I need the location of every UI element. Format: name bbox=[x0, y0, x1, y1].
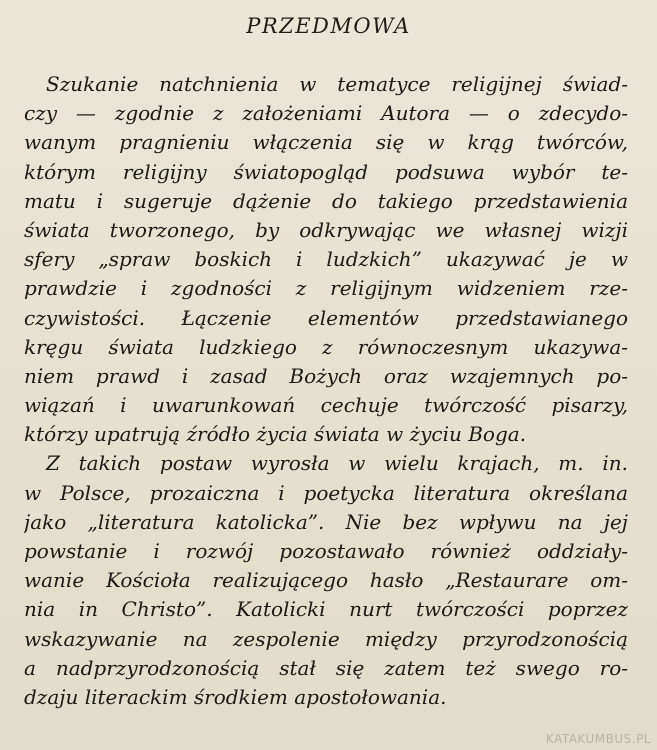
paragraph-2 bbox=[24, 449, 628, 712]
text-line: którzy upatrują źródło życia świata w życiu Boga. bbox=[24, 422, 527, 447]
text-line: sfery „spraw boskich i ludzkich” ukazywać je w bbox=[24, 247, 628, 272]
watermark: KATAKUMBUS.PL bbox=[545, 732, 651, 746]
text-line: wanym pragnieniu włączenia się w krąg twórców, bbox=[24, 130, 628, 155]
body-text bbox=[24, 70, 628, 712]
paragraph-1 bbox=[24, 70, 628, 449]
text-line: wanie Kościoła realizującego hasło „Restaurare om- bbox=[24, 568, 628, 593]
text-line: jako „literatura katolicka”. Nie bez wpływu na jej bbox=[24, 509, 628, 534]
text-line: czy — zgodnie z założeniami Autora — o zdecydo- bbox=[24, 101, 628, 126]
text-line: którym religijny światopogląd podsuwa wybór te- bbox=[24, 159, 628, 184]
text-line: prawdzie i zgodności z religijnym widzeniem rze- bbox=[24, 276, 628, 301]
text-line: świata tworzonego, by odkrywając we własnej wizji bbox=[24, 217, 628, 242]
text-line: czywistości. Łączenie elementów przedstawianego bbox=[24, 305, 628, 330]
text-line: wiązań i uwarunkowań cechuje twórczość pisarzy, bbox=[24, 393, 628, 418]
text-line: matu i sugeruje dążenie do takiego przedstawienia bbox=[24, 188, 628, 213]
text-line: niem prawd i zasad Bożych oraz wzajemnych po- bbox=[24, 363, 628, 388]
text-line: dzaju literackim środkiem apostołowania. bbox=[24, 684, 447, 709]
text-line: Z takich postaw wyrosła w wielu krajach, m. in. bbox=[46, 451, 628, 476]
text-line: w Polsce, prozaiczna i poetycka literatura określana bbox=[24, 480, 628, 505]
text-line: a nadprzyrodzonością stał się zatem też swego ro- bbox=[24, 655, 628, 680]
text-line: Szukanie natchnienia w tematyce religijnej świad- bbox=[46, 72, 628, 96]
text-line: powstanie i rozwój pozostawało również oddziały- bbox=[24, 539, 628, 563]
page-title: PRZEDMOWA bbox=[246, 14, 411, 38]
text-line: nia in Christo”. Katolicki nurt twórczości poprzez bbox=[24, 597, 628, 622]
text-line: kręgu świata ludzkiego z równoczesnym ukazywa- bbox=[24, 334, 628, 359]
text-line: wskazywanie na zespolenie między przyrodzonością bbox=[24, 626, 628, 651]
